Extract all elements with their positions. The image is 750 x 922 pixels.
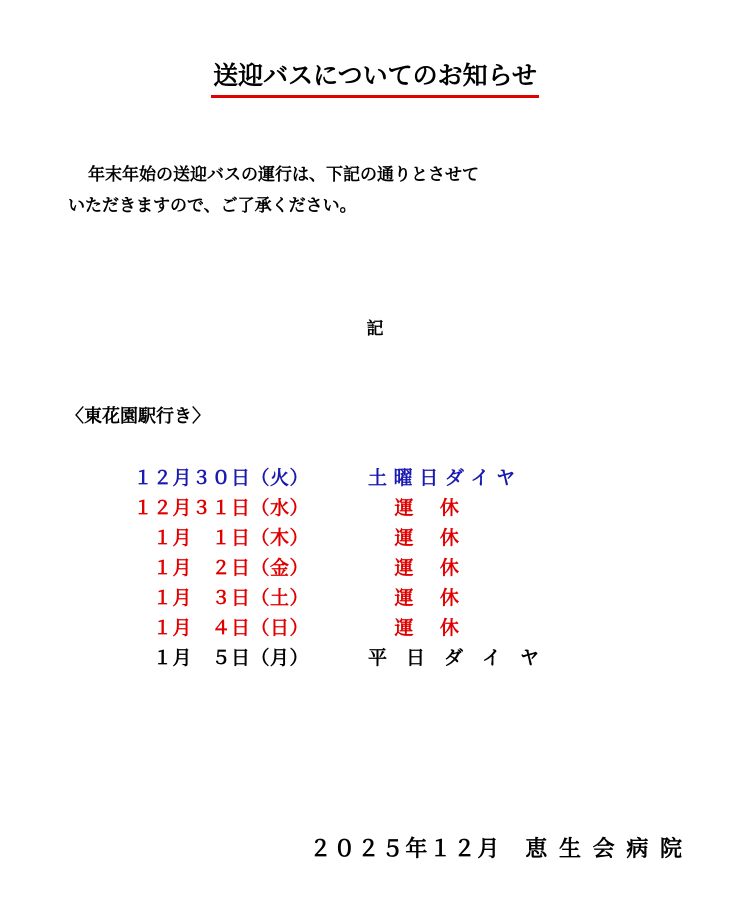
schedule-status: 運 休 xyxy=(368,527,459,549)
notice-title-text: 送迎バスについてのお知らせ xyxy=(211,58,539,98)
schedule-row xyxy=(0,613,750,643)
schedule-date: １２月３０日（火） xyxy=(133,467,309,489)
notice-title xyxy=(0,58,750,98)
schedule-row xyxy=(0,463,750,493)
schedule-date: １月 ２日（金） xyxy=(152,557,309,579)
schedule-row xyxy=(0,523,750,553)
schedule-row xyxy=(0,553,750,583)
intro-line-2: いただきますので、ご了承ください。 xyxy=(68,196,357,216)
route-label: 〈東花園駅行き〉 xyxy=(66,406,210,427)
schedule-status: 土 曜 日 ダ イ ヤ xyxy=(368,467,516,489)
ki-heading: 記 xyxy=(366,319,384,339)
intro-line-1: 年末年始の送迎バスの運行は、下記の通りとさせて xyxy=(88,165,479,185)
footer-signature: ２０２５年１２月 恵 生 会 病 院 xyxy=(309,837,684,862)
schedule-status: 運 休 xyxy=(368,587,459,609)
schedule-date: １２月３１日（水） xyxy=(133,497,309,519)
schedule-date: １月 ４日（日） xyxy=(152,617,309,639)
schedule-date: １月 １日（木） xyxy=(152,527,309,549)
schedule-row xyxy=(0,643,750,673)
schedule-status: 運 休 xyxy=(368,557,459,579)
schedule-row xyxy=(0,583,750,613)
schedule-status: 運 休 xyxy=(368,617,459,639)
schedule-date: １月 ３日（土） xyxy=(152,587,309,609)
schedule-status: 平 日 ダ イ ヤ xyxy=(368,647,540,669)
schedule-status: 運 休 xyxy=(368,497,459,519)
schedule-date: １月 ５日（月） xyxy=(152,647,309,669)
schedule-row xyxy=(0,493,750,523)
intro-paragraph xyxy=(68,160,608,222)
